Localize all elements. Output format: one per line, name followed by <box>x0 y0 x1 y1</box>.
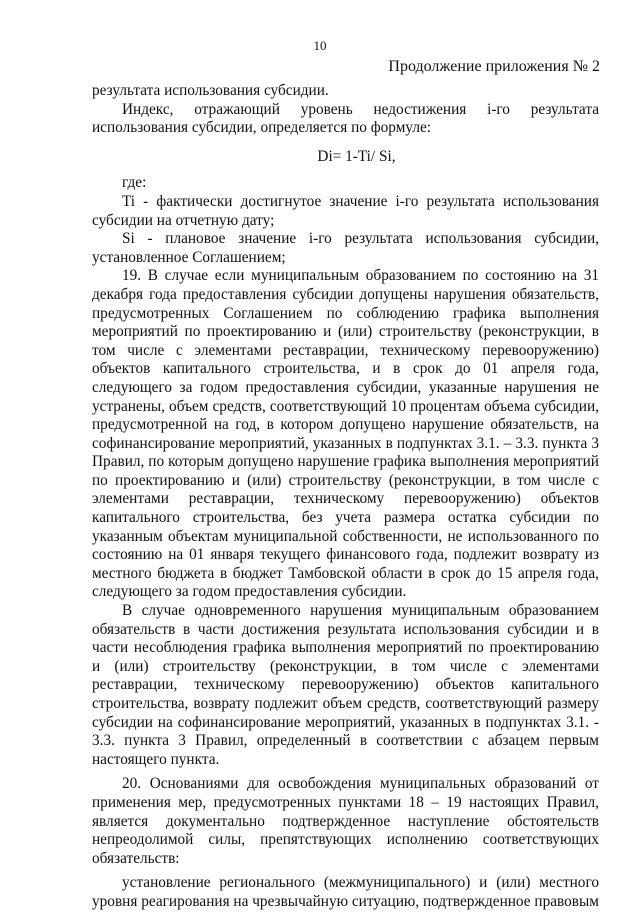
page-number: 10 <box>313 38 327 53</box>
clause-20: 20. Основаниями для освобождения муниципальных образований от применения мер, предусмотренных пунктами 18 – 19 настоящих Правил, является документально подтвержденное наступление обстоятельств непреодолимой силы, препятствующих исполнению соответствующих обязательств: <box>92 775 599 867</box>
paragraph: установление регионального (межмуниципального) и (или) местного уровня реагирования на чрезвычайную ситуацию, подтвержденное правовым <box>92 874 599 910</box>
clause-19: 19. В случае если муниципальным образованием по состоянию на 31 декабря года предоставления субсидии допущены нарушения обязательств, предусмотренных Соглашением по соблюдению графика выполнения мероприятий по проектированию и (или) строительству (реконструкции, в том числе с элементами реставрации, техническому перевооружению) объектов капитального строительства, и в срок до 01 апреля года, следующего за годом предоставления субсидии, указанные нарушения не устранены, объем средств, соответствующий 10 процентам объема субсидии, предусмотренной на год, в котором допущено нарушение обязательств, на софинансирование мероприятий, указанных в подпунктах 3.1. – 3.3. пункта 3 Правил, по которым допущено нарушение графика выполнения мероприятий по проектированию и (или) строительству (реконструкции, в том числе с элементами реставрации, техническому перевооружению) объектов капитального строительства, без учета размера остатка субсидии по указанным объектам муниципальной собственности, не использованного по состоянию на 01 января текущего финансового года, подлежит возврату из местного бюджета в бюджет Тамбовской области в срок до 15 апреля года, следующего за годом предоставления субсидии. <box>92 267 599 601</box>
paragraph: результата использования субсидии. <box>92 82 329 99</box>
paragraph: где: <box>122 174 147 192</box>
paragraph: Ti - фактически достигнутое значение i-го результата использования субсидии на отчетную дату; <box>92 192 599 229</box>
appendix-header: Продолжение приложения № 2 <box>388 58 600 75</box>
paragraph: В случае одновременного нарушения муниципальным образованием обязательств в части достижения результата использования субсидии и в части несоблюдения графика выполнения мероприятий по проектированию и (или) строительству (реконструкции, в том числе с элементами реставрации, техническому перевооружению) объектов капитального строительства, возврату подлежит объем средств, соответствующий размеру субсидии на софинансирование мероприятий, указанных в подпунктах 3.1. - 3.3. пункта 3 Правил, определенный в соответствии с абзацем первым настоящего пункта. <box>92 602 599 768</box>
paragraph: Si - плановое значение i-го результата использования субсидии, установленное Соглашением; <box>92 230 599 266</box>
document-body <box>92 82 599 912</box>
formula: Di= 1-Ti/ Si, <box>317 147 396 165</box>
paragraph: Индекс, отражающий уровень недостижения i-го результата использования субсидии, определяется по формуле: <box>92 100 599 137</box>
